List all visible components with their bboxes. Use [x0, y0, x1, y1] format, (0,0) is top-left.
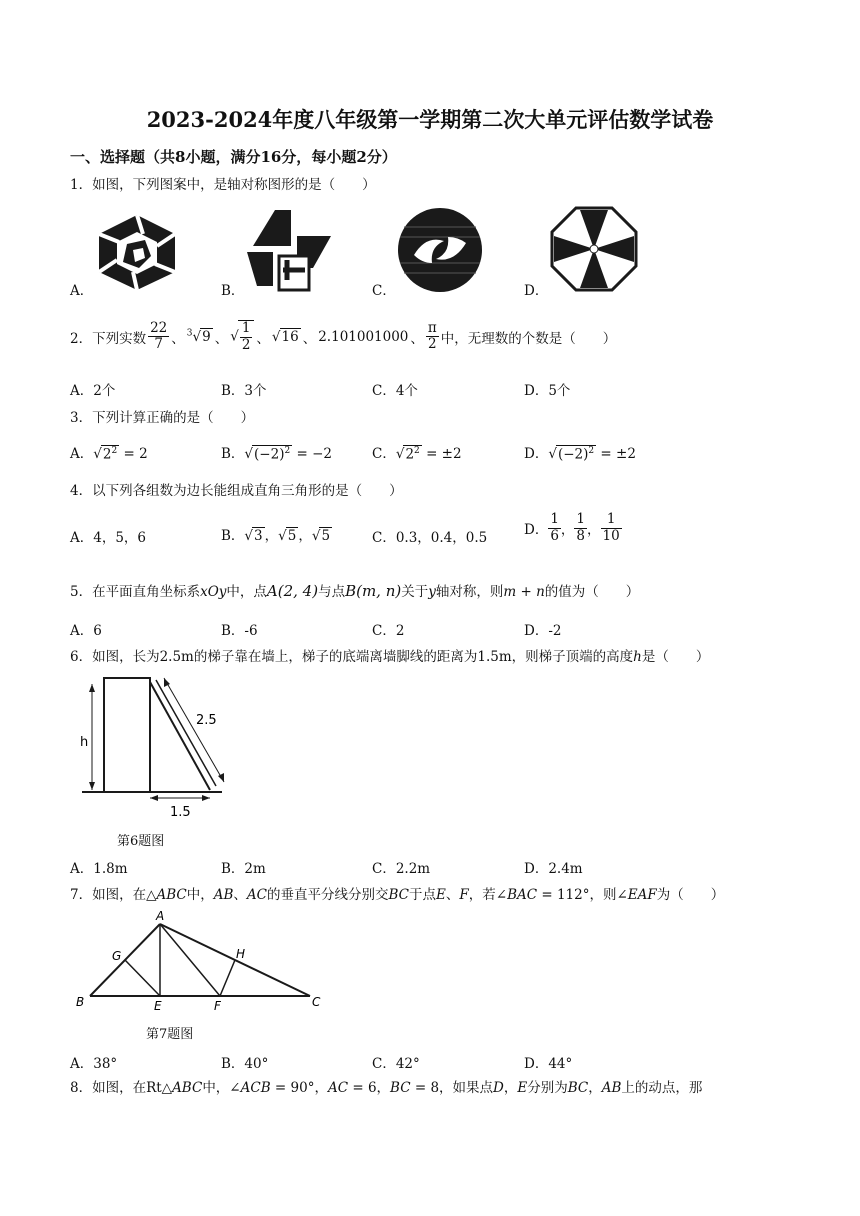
q2-stem: 2．下列实数 $\frac{22}{7}$ 、 $^3$√9 、 √ $\frac{1}{2}$ 、 √16 、 2.101001000 、 $\frac{\pi}{2}$ 中，无理数的个数是（ ） [70, 319, 617, 353]
q7-label-a: A [156, 909, 165, 923]
q6-fig-label-length: 2.5 [196, 713, 217, 728]
q5-option-a[interactable]: A．6 [70, 623, 102, 639]
q1-figure-d-octagon [550, 206, 638, 292]
q5-option-b[interactable]: B．-6 [221, 623, 258, 639]
q2-option-d[interactable]: D．5个 [524, 383, 571, 399]
q2-cube-root: $^3$√9 [186, 328, 211, 346]
q5-option-d[interactable]: D．-2 [524, 623, 562, 639]
q3-option-c[interactable]: C．$√2^2 = \pm 2$ [372, 445, 462, 462]
q2-option-c[interactable]: C．4个 [372, 383, 418, 399]
page-title: 2023-2024年度八年级第一学期第二次大单元评估数学试卷 [146, 107, 714, 132]
q6-option-a[interactable]: A．1.8m [70, 861, 128, 877]
q7-option-d[interactable]: D．44° [524, 1056, 573, 1072]
q2-decimal: 2.101001000 [318, 328, 409, 345]
q6-fig-label-base: 1.5 [170, 805, 191, 820]
q1-option-a[interactable]: A． [70, 283, 94, 299]
q6-fig-label-h: h [80, 735, 89, 750]
q4-option-a[interactable]: A．4，5，6 [70, 530, 147, 546]
q6-option-b[interactable]: B．2m [221, 861, 266, 877]
q1-option-d[interactable]: D． [524, 283, 549, 299]
q7-label-e: E [154, 999, 162, 1013]
q3-option-d[interactable]: D．$√(-2)^2 = \pm 2$ [524, 445, 636, 462]
q2-prefix: 2．下列实数 [70, 330, 147, 347]
q3-option-a[interactable]: A．$√2^2 = 2$ [70, 445, 148, 462]
q7-option-b[interactable]: B．40° [221, 1056, 269, 1072]
q7-label-c: C [312, 995, 321, 1009]
section-heading: 一、选择题（共8小题，满分16分，每小题2分） [70, 148, 397, 166]
q6-stem: 6．如图，长为2.5m的梯子靠在墙上，梯子的底端离墙脚线的距离为1.5m，则梯子顶端的高度h是（ ） [70, 649, 710, 665]
q7-caption: 第7题图 [146, 1027, 194, 1042]
q1-stem: 1．如图，下列图案中，是轴对称图形的是（ ） [70, 177, 376, 193]
q4-option-b[interactable]: B．√3 ，√5 ，√5 [221, 528, 331, 544]
q5-stem: 5．在平面直角坐标系xOy中，点A(2, 4)与点B(m, n)关于y轴对称，则m + n的值为（ ） [70, 582, 640, 600]
q2-fraction-22-7: $\frac{22}{7}$ [150, 319, 168, 353]
q7-stem: 7．如图，在△ABC中，AB、AC的垂直平分线分别交BC于点E、F，若∠BAC = 112°，则∠EAF为（ ） [70, 887, 725, 903]
q1-option-c[interactable]: C． [372, 283, 396, 299]
q6-option-c[interactable]: C．2.2m [372, 861, 431, 877]
q7-label-h: H [236, 947, 246, 961]
q2-sqrt-16: √16 [271, 329, 299, 346]
q7-triangle-figure [72, 908, 332, 1014]
q4-option-c[interactable]: C．0.3，0.4，0.5 [372, 530, 488, 546]
q7-label-g: G [112, 949, 122, 963]
q8-stem: 8．如图，在Rt△ABC中，∠ACB = 90°，AC = 6，BC = 8，如果点D，E分别为BC，AB上的动点，那 [70, 1080, 703, 1096]
q2-option-a[interactable]: A．2个 [70, 383, 116, 399]
q3-stem: 3．下列计算正确的是（ ） [70, 410, 255, 426]
q1-option-b[interactable]: B． [221, 283, 245, 299]
q7-option-a[interactable]: A．38° [70, 1056, 118, 1072]
q1-figure-b-pinwheel [243, 208, 333, 292]
q4-option-d[interactable]: D． $\frac{1}{6}$ ， $\frac{1}{8}$ ， $\frac{1}{10}$ [524, 511, 620, 544]
q1-figure-a-hexagon [95, 212, 180, 292]
q2-suffix: 中，无理数的个数是（ ） [440, 330, 617, 347]
q2-option-b[interactable]: B．3个 [221, 383, 267, 399]
q3-option-b[interactable]: B．$√(-2)^2 = -2$ [221, 445, 333, 462]
q7-label-f: F [214, 999, 221, 1013]
q6-option-d[interactable]: D．2.4m [524, 861, 583, 877]
q7-option-c[interactable]: C．42° [372, 1056, 420, 1072]
q4-stem: 4．以下列各组数为边长能组成直角三角形的是（ ） [70, 483, 403, 499]
q5-option-c[interactable]: C．2 [372, 623, 405, 639]
q1-figure-c-circle [396, 207, 484, 293]
q6-caption: 第6题图 [117, 834, 165, 849]
q2-sqrt-half: √ $\frac{1}{2}$ [230, 320, 254, 353]
q7-label-b: B [76, 995, 85, 1009]
q2-fraction-pi-2: $\frac{\pi}{2}$ [427, 319, 437, 353]
q6-ladder-figure [72, 672, 232, 822]
